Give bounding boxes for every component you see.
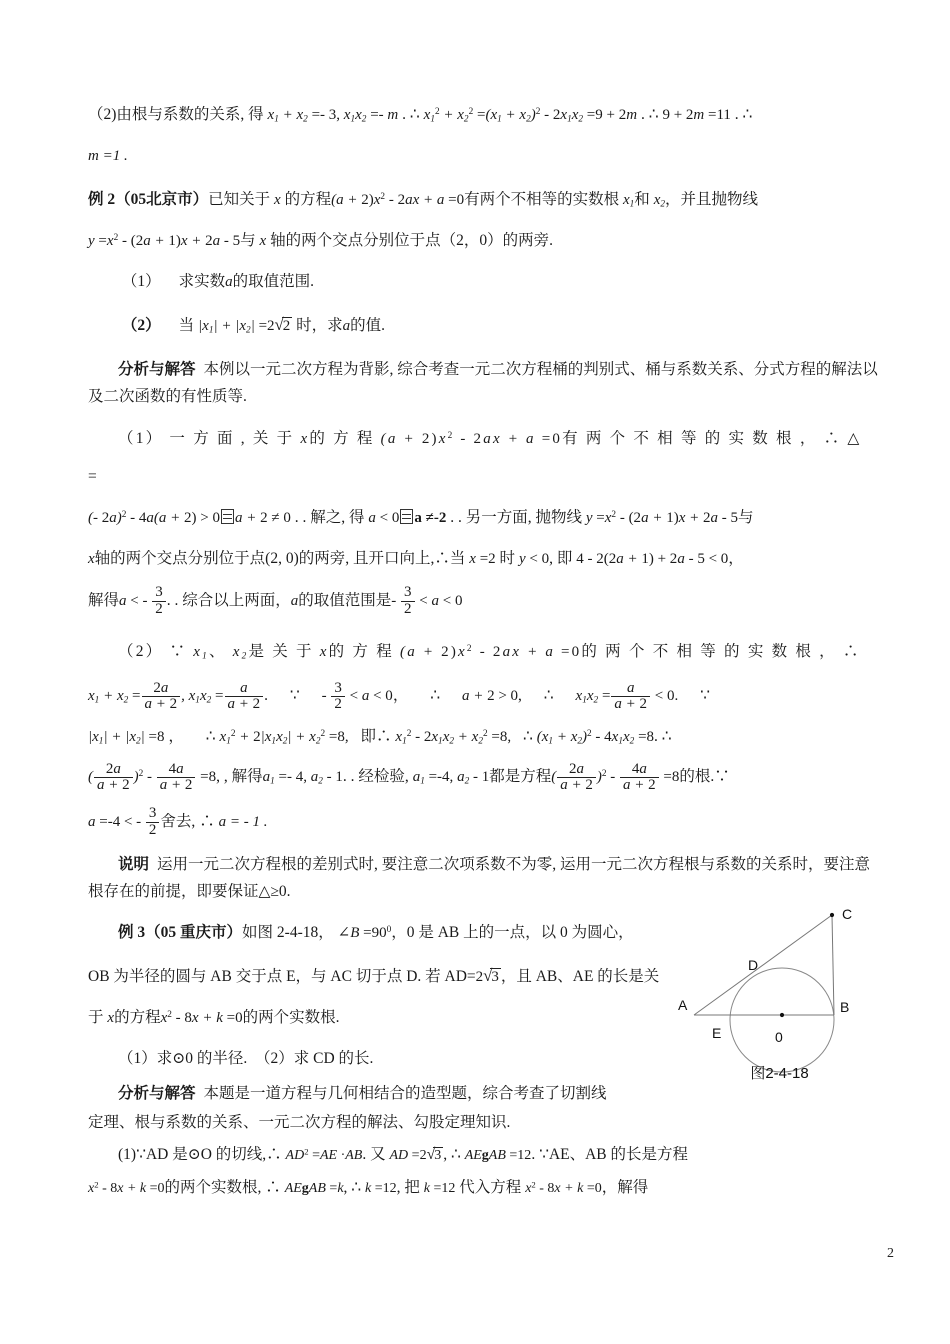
label-o: 0 bbox=[775, 1029, 783, 1045]
math-var-x-2: x bbox=[259, 232, 267, 249]
label-d: D bbox=[748, 957, 759, 973]
sol2-2-line-b-1: 即 bbox=[360, 727, 376, 745]
math-a-lt-0: a < 0 bbox=[368, 510, 400, 527]
sol2-2-line-c-2: . 经检验, bbox=[350, 768, 409, 786]
sol3-l2-a: 的两个实数根, bbox=[164, 1178, 262, 1196]
sol2-2-t-a: 、 bbox=[208, 643, 227, 661]
math-x-eq-2: x =2 bbox=[469, 551, 496, 568]
math-abs-sum: $|x_1| + |x_2| =2√2$ bbox=[198, 314, 291, 336]
delta-symbol: △ = bbox=[88, 430, 862, 486]
math-var-x-4: x bbox=[88, 551, 95, 568]
example2-stem-g: 轴的两个交点分别位于点（2，0）的两旁. bbox=[270, 231, 553, 249]
point-c-dot bbox=[830, 913, 834, 917]
sol2-1-line2-a: . 解之, 得 bbox=[302, 509, 365, 527]
circle-o bbox=[730, 968, 834, 1072]
paragraph-sol2-1-line1 bbox=[88, 420, 878, 496]
math-a-final: a = - 1 . bbox=[218, 814, 268, 830]
math-sum-roots: $x_1 + x_2$ = $\frac{2a}{a + 2}$ , $x_1x_2$ = $\frac{a}{a + 2}$ bbox=[88, 688, 264, 704]
math-eq-x2-8x-k-2: $x^2 - 8x + k =0$ bbox=[88, 1179, 165, 1196]
example2-stem-a: 已知关于 bbox=[208, 190, 271, 208]
math-var-a-1: a bbox=[225, 273, 233, 290]
example3-source: （05 重庆市） bbox=[145, 923, 243, 941]
sol3-l1-d: AE、AB 的长是方程 bbox=[548, 1145, 689, 1163]
math-expand-8b: $x_1^2 - 2x_1x_2 + x_2^2 =8$, bbox=[395, 728, 512, 747]
math-parabola: $y =x^2 - (2a + 1)x + 2a - 5$ bbox=[88, 232, 241, 249]
sol2-1-line3-a: 轴的两个交点分别位于点(2, 0)的两旁, 且开口向上, bbox=[94, 550, 435, 568]
math-x1-b: $x_1$ bbox=[193, 644, 209, 663]
math-substitution: 4 - 2(2a + 1) + 2a - 5 < 0 bbox=[576, 551, 729, 568]
sol2-1-line2-b: . 另一方面, 抛物线 bbox=[457, 509, 582, 527]
missing-glyph-box-2 bbox=[400, 509, 413, 524]
point-o-dot bbox=[780, 1013, 784, 1017]
analysis2-label: 分析与解答 bbox=[118, 360, 196, 378]
sol2-1-line2-c: 与 bbox=[737, 509, 754, 527]
prev-solution-lead: （2)由根与系数的关系, 得 bbox=[88, 106, 264, 123]
example2-q2-text-c: 的值. bbox=[350, 316, 386, 334]
analysis2-text: 本例以一元二次方程为背影, 综合考查一元二次方程桶的判别式、桶与系数关系、分式方程的解法以及二次函数的有性质等. bbox=[88, 360, 878, 405]
sol2-1-line4-b: . 综合以上两面， bbox=[174, 592, 291, 610]
note2-text: 运用一元二次方程根的差别式时, 要注意二次项系数不为零, 运用一元二次方程根与系数的关系时，要注意根存在的前提，即要保证△≥0. bbox=[88, 856, 871, 900]
example3-stem-b: ，0 是 AB 上的一点，以 0 为圆心， bbox=[391, 923, 634, 941]
example2-stem-b: 的方程 bbox=[284, 190, 332, 208]
figure-caption: 图2-4-18 bbox=[750, 1065, 809, 1082]
therefore-symbol-7: ∴ bbox=[430, 687, 441, 705]
label-e: E bbox=[712, 1025, 722, 1041]
therefore-symbol-9: ∴ bbox=[205, 727, 216, 745]
math-expand-8c: $(x_1 + x_2)^2 - 4x_1x_2 =8$ bbox=[536, 728, 655, 747]
math-angle-b: ∠B $=90^0$ bbox=[337, 924, 392, 941]
paragraph-sol2-2-final bbox=[88, 802, 878, 842]
math-var-x-3: x bbox=[300, 431, 310, 448]
line-ac bbox=[694, 915, 832, 1015]
math-big-equation-2: ( $\frac{2a}{a + 2}$ )$^2$ - $\frac{4a}{a + 2}$ =8 bbox=[551, 760, 680, 794]
sol2-1-line3-c: 时 bbox=[499, 550, 516, 568]
math-discriminant: (- 2a)$^2$ - 4a(a + 2) > 0 bbox=[88, 510, 220, 527]
line-cb bbox=[832, 915, 834, 1015]
sol2-2-t-d: 的 两 个 不 相 等 的 实 数 根 ， bbox=[581, 643, 837, 661]
example2-source: （05北京市） bbox=[115, 190, 209, 208]
sol2-2-line-c-4: 的根. bbox=[679, 768, 715, 786]
math-roots-a-2: $a_1 =-4$, $a_2 - 1$ bbox=[412, 769, 490, 787]
math-x1: $x_1$ bbox=[622, 191, 635, 210]
example3-stem-c: OB 为半径的圆与 AB 交于点 E，与 AC 切于点 D. 若 AD= bbox=[88, 967, 476, 985]
sol2-2-line-c-3: 都是方程 bbox=[489, 768, 552, 786]
example3-label: 例 3 bbox=[118, 923, 146, 941]
sol2-2-line-d-1: 舍去, bbox=[160, 813, 196, 830]
sol3-l2-b: 把 bbox=[404, 1178, 420, 1196]
sol3-l2-c: 代入方程 bbox=[459, 1178, 522, 1196]
paragraph-sol3-line2: $x^2 - 8x + k =0$的两个实数根, ∴ AEgAB =k, ∴ k =12, 把 k =12 代入方程 $x^2 - 8x + k =0$，解得 bbox=[88, 1178, 649, 1196]
math-var-a-3: a bbox=[290, 593, 299, 610]
analysis3-label: 分析与解答 bbox=[118, 1084, 196, 1102]
paragraph-sol2-1-line2: (- 2a)$^2$ - 4a(a + 2) > 0 a + 2 ≠ 0 . . 解之, 得 a < 0 a ≠-2 . . 另一方面, 抛物线 $y =x^2 - (2a + 1)x + 2a - 5$与 bbox=[88, 509, 754, 527]
therefore-symbol-2: ∴ bbox=[648, 106, 659, 123]
example2-q1-number: （1） bbox=[121, 272, 161, 290]
math-equation-a2-b: $(a + 2)x^2 - 2ax + a =0$ bbox=[380, 431, 563, 448]
because-symbol-1: ∵ bbox=[169, 643, 188, 661]
math-var-a-2: a bbox=[342, 317, 351, 334]
paragraph-example3-questions bbox=[88, 1040, 668, 1078]
sol2-1-mid-a: 的 方 程 bbox=[309, 430, 375, 448]
sol2-1-line4-c: 的取值范围是 bbox=[298, 592, 392, 610]
therefore-symbol-10: ∴ bbox=[376, 727, 392, 745]
paragraph-example2-q2 bbox=[88, 304, 878, 345]
therefore-symbol-17: ∴ bbox=[351, 1178, 362, 1196]
sol3-l1-b: AD 是⊙O 的切线, bbox=[145, 1145, 267, 1163]
example2-stem-d: 和 bbox=[634, 190, 650, 208]
math-a-plus-2-ne0: a + 2 ≠ 0 bbox=[235, 510, 291, 527]
math-x2-b: $x_2$ bbox=[232, 644, 249, 663]
therefore-symbol-5: ∴ bbox=[434, 550, 450, 568]
paragraph-sol2-2-line1 bbox=[88, 633, 878, 671]
therefore-symbol-11: ∴ bbox=[522, 727, 533, 745]
math-ae-ab-k: AEgAB =k bbox=[284, 1180, 344, 1196]
example2-q1-text-a: 求实数 bbox=[178, 272, 226, 290]
math-eq-x2-8x-k: $x^2 - 8x + k =0$ bbox=[160, 1009, 243, 1026]
example3-stem-a: 如图 2-4-18， bbox=[242, 923, 334, 941]
sol2-1-lead: （1） 一 方 面 , 关 于 bbox=[118, 430, 295, 448]
paragraph-example3-stem2 bbox=[88, 955, 668, 996]
math-k-12-b: k =12 bbox=[423, 1180, 456, 1196]
paragraph-sol2-2-bigeq: ( $\frac{2a}{a + 2}$ )$^2$ - $\frac{4a}{a + 2}$ =8, , 解得$a_1 =- 4$, $a_2 - 1$. . 经检验, $a_1 =-4$, $a_2 - 1$都是方程( $\frac{2a}{a + 2}$ )$^2$ - $\frac{4a}{a + 2}$ =8的根.∵ bbox=[88, 760, 730, 794]
label-a: A bbox=[678, 997, 688, 1013]
sol2-2-t-c: 的 方 程 bbox=[328, 643, 394, 661]
paragraph-example3-stem3 bbox=[88, 999, 668, 1037]
math-ae-ab-12: AEgAB =12 bbox=[464, 1147, 532, 1163]
paragraph-sol2-2-abs: $|x_1| + |x_2| =8$ ， ∴ $x_1^2 + 2|x_1x_2| + x_2^2 =8$, 即∴ $x_1^2 - 2x_1x_2 + x_2^2 =8$, ∴ $(x_1 + x_2)^2 - 4x_1x_2 =8$. ∴ bbox=[88, 727, 672, 747]
paragraph-sol3-line1: (1)∵AD 是⊙O 的切线,∴ $AD^2 =AE \cdot AB$. 又 AD =2√3 , ∴ AEgAB =12. ∵AE、AB 的长是方程 bbox=[118, 1145, 689, 1163]
sol3-l1-a: (1) bbox=[118, 1145, 137, 1163]
math-x2: $x_2$ bbox=[653, 191, 666, 210]
math-range-result: - $\frac{3}{2}$ < a < 0 bbox=[391, 584, 463, 617]
math-a-neg4-reject: a =-4 < - $\frac{3}{2}$ bbox=[88, 814, 160, 830]
math-9plus2m: 9 + 2m =11 bbox=[662, 107, 731, 123]
math-var-x-5: x bbox=[319, 644, 329, 661]
therefore-symbol-15: ∴ bbox=[450, 1145, 461, 1163]
example2-q1-text-b: 的取值范围. bbox=[232, 272, 315, 290]
math-equation-a2: $(a + 2)x^2 - 2ax + a =0$ bbox=[331, 191, 465, 208]
sol3-l2-d: ，解得 bbox=[601, 1178, 649, 1196]
math-squares-expansion: $x_1^2 + x_2^2 =(x_1 + x_2)^2 - 2x_1x_2 =9 + 2m$ bbox=[423, 107, 638, 125]
example2-q2-text-b: 时，求 bbox=[296, 316, 343, 334]
because-symbol-4: ∵ bbox=[714, 768, 730, 786]
missing-glyph-box-1 bbox=[221, 509, 234, 524]
because-symbol-6: ∵ bbox=[539, 1145, 549, 1163]
paragraph-example2-parabola bbox=[88, 222, 878, 260]
paragraph-sol2-2-vieta: $x_1 + x_2$ = $\frac{2a}{a + 2}$ , $x_1x_2$ = $\frac{a}{a + 2}$ . ∵ - $\frac{3}{2}$ < a < 0， ∴ a + 2 > 0, ∴ $x_1x_2$ = $\frac{a}{a + 2}$ < 0. ∵ bbox=[88, 679, 711, 713]
sol2-1-line3-b: 当 bbox=[449, 550, 466, 568]
sol2-1-mid-b: 有 两 个 不 相 等 的 实 数 根 ， bbox=[562, 430, 818, 448]
math-prod-lt0: $x_1x_2$ = $\frac{a}{a + 2}$ < 0. bbox=[575, 679, 679, 713]
paragraph-analysis2 bbox=[88, 357, 878, 410]
math-a-plus2-gt0: a + 2 > 0 bbox=[461, 688, 519, 705]
math-ad-value: 2√3 bbox=[475, 965, 499, 985]
example3-stem-e: 于 bbox=[88, 1008, 104, 1026]
math-var-x-6: x bbox=[107, 1009, 115, 1026]
therefore-symbol-4: ∴ bbox=[823, 430, 842, 448]
math-sum-product: $x_1 + x_2 =- 3$, $x_1x_2 =- m$ bbox=[267, 107, 399, 125]
paragraph-example2-stem bbox=[88, 181, 878, 219]
sol2-2-t-b: 是 关 于 bbox=[248, 643, 314, 661]
math-range-2: - $\frac{3}{2}$ < a < 0 bbox=[321, 679, 393, 713]
therefore-symbol-16: ∴ bbox=[265, 1178, 281, 1196]
paragraph-analysis3 bbox=[88, 1081, 668, 1108]
therefore-symbol-6: ∴ bbox=[842, 643, 861, 661]
math-var-x-1: x bbox=[274, 191, 281, 208]
math-expand-8a: $x_1^2 + 2|x_1x_2| + x_2^2 =8$, bbox=[219, 728, 349, 747]
example3-q: （1）求⊙0 的半径. （2）求 CD 的长. bbox=[118, 1049, 374, 1067]
therefore-symbol-1: ∴ bbox=[409, 106, 420, 123]
math-y-lt-0: y < 0 bbox=[518, 551, 550, 568]
note2-label: 说明 bbox=[118, 856, 150, 874]
label-b: B bbox=[840, 999, 850, 1015]
paragraph-analysis3-b bbox=[88, 1110, 878, 1137]
math-big-equation: ( $\frac{2a}{a + 2}$ )$^2$ - $\frac{4a}{a + 2}$ =8 bbox=[88, 760, 217, 794]
example2-q2-text-a: 当 bbox=[178, 316, 195, 334]
math-k-12: k =12 bbox=[365, 1180, 397, 1196]
math-parabola-2: $y =x^2 - (2a + 1)x + 2a - 5$ bbox=[585, 510, 738, 527]
therefore-symbol-13: ∴ bbox=[199, 813, 215, 830]
because-symbol-5: ∵ bbox=[136, 1145, 146, 1163]
paragraph-sol2-1-line3: x轴的两个交点分别位于点(2, 0)的两旁, 且开口向上,∴当 x =2 时 y < 0, 即 4 - 2(2a + 1) + 2a - 5 < 0， bbox=[88, 550, 744, 568]
page-number: 2 bbox=[887, 1246, 894, 1261]
example3-stem-f: 的方程 bbox=[114, 1008, 161, 1026]
example3-stem-d: ，且 AB、AE 的长是关 bbox=[500, 967, 660, 985]
therefore-symbol-8: ∴ bbox=[543, 687, 554, 705]
math-abs-sum-8: $|x_1| + |x_2| =8$ bbox=[88, 728, 165, 747]
therefore-symbol-14: ∴ bbox=[266, 1145, 282, 1163]
math-ad-squared: $AD^2 =AE \cdot AB$ bbox=[285, 1146, 363, 1163]
example3-stem-g: 的两个实数根. bbox=[242, 1008, 340, 1026]
analysis3-text-b: 定理、根与系数的关系、一元二次方程的解法、勾股定理知识. bbox=[88, 1114, 511, 1132]
paragraph-example2-q1 bbox=[88, 263, 878, 301]
math-roots-a-1: $a_1 =- 4$, $a_2 - 1$ bbox=[262, 769, 343, 787]
sol2-1-line3-d: , 即 bbox=[549, 550, 573, 568]
math-a-ne-neg2: a ≠-2 bbox=[414, 510, 447, 527]
math-eq-x2-8x-k-3: $x^2 - 8x + k =0$ bbox=[525, 1179, 602, 1196]
sol2-2-lead: （2） bbox=[118, 643, 164, 661]
example2-label: 例 2 bbox=[88, 190, 116, 208]
paragraph-sol2-1-line4: 解得a < - $\frac{3}{2}$ . . 综合以上两面，a的取值范围是- $\frac{3}{2}$ < a < 0 bbox=[88, 584, 463, 617]
because-symbol-2: ∵ bbox=[289, 687, 300, 705]
example2-stem-c: 有两个不相等的实数根 bbox=[464, 190, 620, 208]
therefore-symbol-12: ∴ bbox=[661, 727, 672, 745]
math-ad-equals: AD =2√3 bbox=[389, 1145, 442, 1163]
sol2-2-line-c-1: , 解得 bbox=[223, 768, 263, 786]
math-a-lt-neg32: a < - $\frac{3}{2}$ bbox=[119, 593, 167, 609]
paragraph-prev-solution: （2)由根与系数的关系, 得 $x_1 + x_2 =- 3$, $x_1x_2 =- m$ . ∴ $x_1^2 + x_2^2 =(x_1 + x_2)^2 - 2x_1x_2 =9 + 2m$ . ∴ 9 + 2m =11 . ∴ bbox=[88, 106, 753, 125]
math-equation-a2-c: $(a + 2)x^2 - 2ax + a =0$ bbox=[399, 644, 582, 661]
math-m-result: m =1 . bbox=[88, 147, 128, 164]
example2-stem-e: ，并且抛物线 bbox=[665, 190, 759, 208]
therefore-symbol-3: ∴ bbox=[742, 106, 753, 123]
example2-stem-f: 与 bbox=[240, 231, 256, 249]
paragraph-example3-stem1 bbox=[88, 914, 668, 952]
because-symbol-3: ∵ bbox=[700, 687, 711, 705]
analysis3-text-a: 本题是一道方程与几何相结合的造型题，综合考查了切割线 bbox=[203, 1084, 607, 1102]
label-c: C bbox=[842, 906, 853, 922]
paragraph-note2 bbox=[88, 852, 878, 905]
paragraph-m-equals-1 bbox=[88, 137, 878, 175]
sol3-l1-c: 又 bbox=[370, 1145, 386, 1163]
example2-q2-number: （2） bbox=[121, 316, 161, 334]
sol2-1-line4-a: 解得 bbox=[88, 592, 120, 610]
